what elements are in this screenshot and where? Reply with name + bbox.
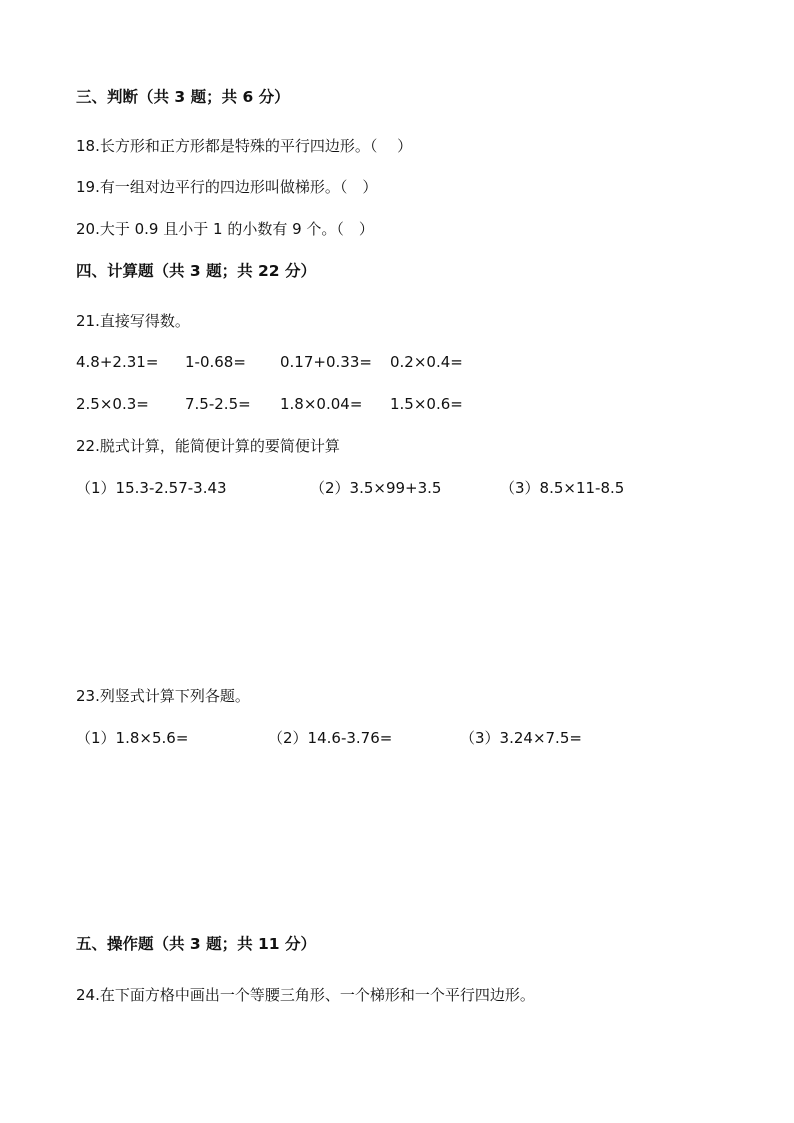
- calc-item: 0.17+0.33=: [280, 353, 372, 371]
- calc-item: （2）14.6-3.76=: [268, 729, 393, 747]
- calc-item: 0.2×0.4=: [390, 353, 463, 371]
- question-22-prompt: 22.脱式计算，能简便计算的要简便计算: [76, 437, 340, 455]
- question-19: 19.有一组对边平行的四边形叫做梯形。（ ）: [76, 178, 378, 196]
- calc-item: 1.8×0.04=: [280, 395, 363, 413]
- calc-item: 2.5×0.3=: [76, 395, 149, 413]
- question-21-prompt: 21.直接写得数。: [76, 312, 190, 330]
- section-4-heading: 四、计算题（共 3 题；共 22 分）: [76, 262, 316, 280]
- question-20: 20.大于 0.9 且小于 1 的小数有 9 个。（ ）: [76, 220, 374, 238]
- calc-item: 1.5×0.6=: [390, 395, 463, 413]
- question-18: 18.长方形和正方形都是特殊的平行四边形。（ ）: [76, 137, 413, 155]
- calc-item: 7.5-2.5=: [185, 395, 251, 413]
- question-24: 24.在下面方格中画出一个等腰三角形、一个梯形和一个平行四边形。: [76, 986, 535, 1004]
- section-3-heading: 三、判断（共 3 题；共 6 分）: [76, 88, 290, 106]
- calc-item: （3）8.5×11-8.5: [500, 479, 625, 497]
- calc-item: （1）15.3-2.57-3.43: [76, 479, 227, 497]
- calc-item: （2）3.5×99+3.5: [310, 479, 442, 497]
- calc-item: （3）3.24×7.5=: [460, 729, 582, 747]
- calc-item: （1）1.8×5.6=: [76, 729, 189, 747]
- section-5-heading: 五、操作题（共 3 题；共 11 分）: [76, 935, 316, 953]
- question-23-prompt: 23.列竖式计算下列各题。: [76, 687, 250, 705]
- calc-item: 1-0.68=: [185, 353, 246, 371]
- calc-item: 4.8+2.31=: [76, 353, 159, 371]
